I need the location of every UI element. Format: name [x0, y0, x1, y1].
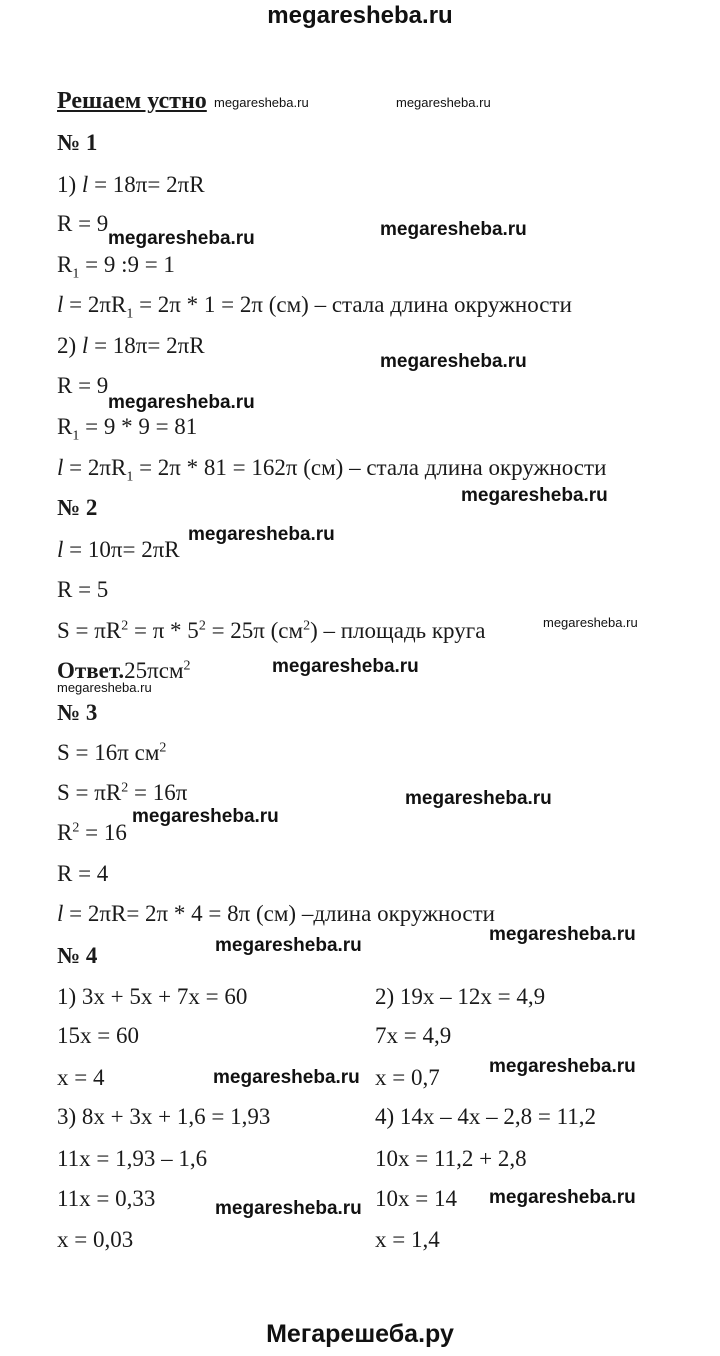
- watermark: megaresheba.ru: [405, 788, 552, 809]
- watermark: megaresheba.ru: [396, 95, 491, 110]
- watermark: megaresheba.ru: [380, 219, 527, 240]
- watermark: megaresheba.ru: [214, 95, 309, 110]
- watermark: megaresheba.ru: [489, 924, 636, 945]
- watermark: megaresheba.ru: [489, 1056, 636, 1077]
- task4-right-line: 7x = 4,9: [375, 1023, 452, 1048]
- site-header: megaresheba.ru: [267, 2, 453, 29]
- watermark: megaresheba.ru: [461, 485, 608, 506]
- task1-p1-radius: R = 9: [57, 211, 109, 236]
- task4-left-line: 1) 3x + 5x + 7x = 60: [57, 984, 248, 1009]
- watermark: megaresheba.ru: [272, 656, 419, 677]
- task1-heading: № 1: [57, 130, 98, 155]
- task1-p2-equation: 2) l = 18π= 2πR: [57, 333, 205, 358]
- watermark: megaresheba.ru: [132, 806, 279, 827]
- task3-area-formula: $S = \pi R^2 = 16\pi$: [57, 780, 188, 805]
- site-footer: Мегарешеба.ру: [266, 1320, 454, 1348]
- task3-length: l = 2πR= 2π * 4 = 8π (см) –длина окружности: [57, 901, 495, 926]
- task2-area: $S = \pi R^2 = \pi * 5^2 = 25\pi$ $(см^2)$ – площадь круга: [57, 618, 486, 643]
- task3-heading: № 3: [57, 700, 98, 725]
- task4-left-line: 3) 8x + 3x + 1,6 = 1,93: [57, 1104, 271, 1129]
- task4-left-line: 11x = 0,33: [57, 1186, 156, 1211]
- watermark: megaresheba.ru: [57, 680, 152, 695]
- task1-p2-new-radius: $R_1 = 9 * 9 = 81$: [57, 414, 198, 444]
- watermark: megaresheba.ru: [213, 1067, 360, 1088]
- task2-radius: R = 5: [57, 577, 109, 602]
- task2-heading: № 2: [57, 495, 98, 520]
- task1-p1-equation: 1) l = 18π= 2πR: [57, 172, 205, 197]
- task4-left-line: 15x = 60: [57, 1023, 139, 1048]
- task4-left-line: x = 4: [57, 1065, 105, 1090]
- task1-p1-length: $l = 2\pi R_1 = 2\pi * 1 = 2\pi$ (см) – стала длина окружности: [57, 292, 572, 322]
- watermark: megaresheba.ru: [188, 524, 335, 545]
- watermark: megaresheba.ru: [380, 351, 527, 372]
- task1-p1-new-radius: $R_1 = 9$ :9 = 1: [57, 252, 175, 282]
- task4-left-line: x = 0,03: [57, 1227, 134, 1252]
- task3-radius: R = 4: [57, 861, 109, 886]
- watermark: megaresheba.ru: [543, 615, 638, 630]
- task3-area: S = 16π $см^2$: [57, 740, 167, 765]
- task2-answer: Ответ.25πсм$^2$: [57, 658, 191, 683]
- task2-equation: l = 10π= 2πR: [57, 537, 180, 562]
- task1-p2-length: $l = 2\pi R_1 = 2\pi * 81 = 162\pi$ (см) – стала длина окружности: [57, 455, 607, 485]
- task4-right-line: 10x = 11,2 + 2,8: [375, 1146, 527, 1171]
- task4-right-line: x = 1,4: [375, 1227, 440, 1252]
- watermark: megaresheba.ru: [215, 935, 362, 956]
- task1-p2-radius: R = 9: [57, 373, 109, 398]
- page-title: Решаем устно: [57, 88, 207, 114]
- watermark: megaresheba.ru: [215, 1198, 362, 1219]
- task4-heading: № 4: [57, 943, 98, 968]
- task4-right-line: x = 0,7: [375, 1065, 440, 1090]
- watermark: megaresheba.ru: [108, 392, 255, 413]
- watermark: megaresheba.ru: [489, 1187, 636, 1208]
- task4-left-line: 11x = 1,93 – 1,6: [57, 1146, 208, 1171]
- task4-right-line: 10x = 14: [375, 1186, 457, 1211]
- task4-right-line: 4) 14x – 4x – 2,8 = 11,2: [375, 1104, 597, 1129]
- watermark: megaresheba.ru: [108, 228, 255, 249]
- task3-r-squared: $R^2 = 16$: [57, 820, 127, 845]
- task4-right-line: 2) 19x – 12x = 4,9: [375, 984, 546, 1009]
